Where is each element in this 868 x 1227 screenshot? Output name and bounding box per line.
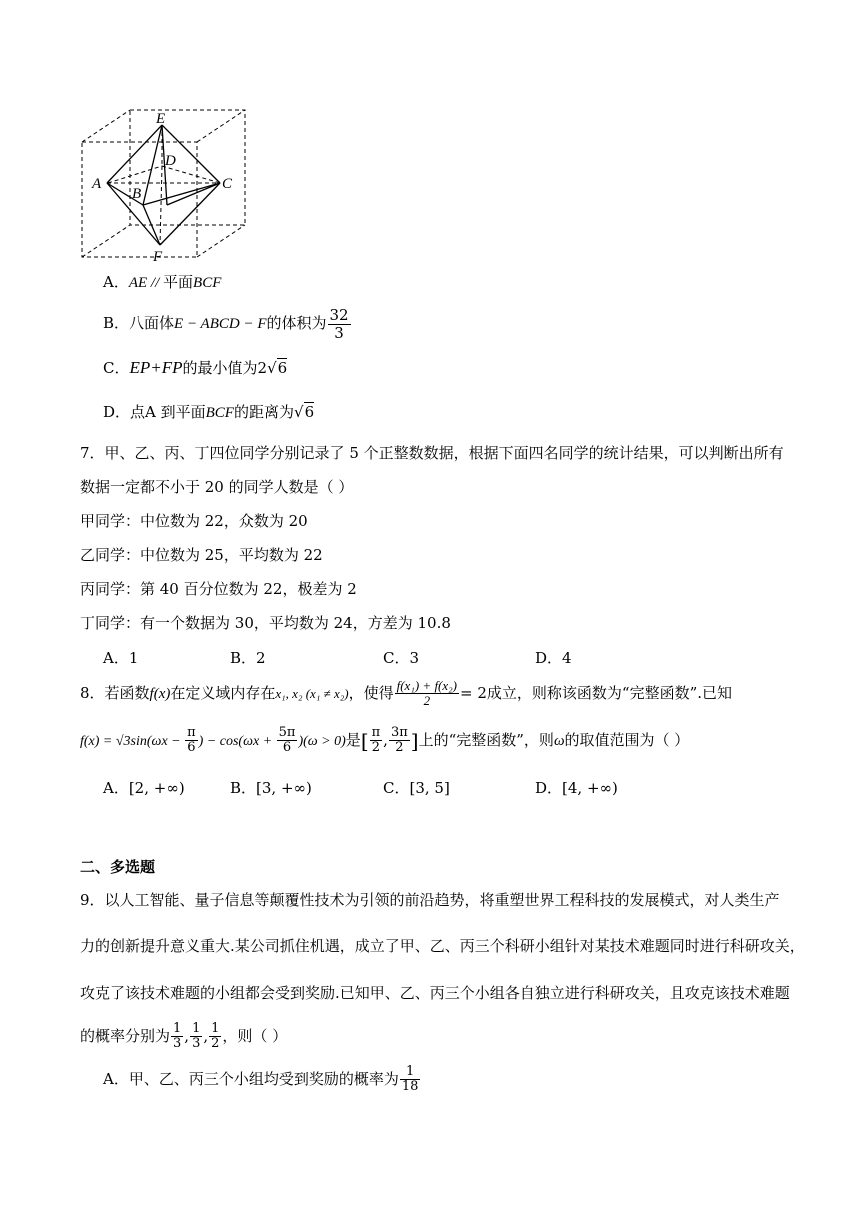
math-expr: f(x) = √3sin(ωx − <box>80 733 185 749</box>
q8-stem-line2 <box>80 726 689 756</box>
sqrt-sign: √ <box>267 359 277 377</box>
text: 的概率分别为 <box>80 1026 171 1045</box>
parallel-symbol: // <box>147 275 164 291</box>
denominator: 3 <box>334 323 344 342</box>
denominator: 18 <box>401 1079 419 1095</box>
q9-stem-line4 <box>80 1022 287 1052</box>
option-prefix: A． <box>103 273 129 291</box>
q9-option-a[interactable] <box>103 1065 421 1095</box>
fraction <box>370 726 383 756</box>
math-expr: ) − cos(ωx + <box>198 733 276 749</box>
numerator: 32 <box>329 306 349 324</box>
math-expr: ω <box>553 732 565 749</box>
math-expr: = 2 <box>460 683 487 702</box>
q9-stem-line1: 9．以人工智能、量子信息等颠覆性技术为引领的前沿趋势，将重塑世界工程科技的发展模式，对人类生产 <box>80 891 780 909</box>
fraction <box>209 1022 221 1052</box>
q8-option-a[interactable]: A．[2, +∞) <box>103 779 185 797</box>
math-expr: BCF <box>193 275 222 291</box>
text: 上的“完整函数”，则 <box>418 730 554 749</box>
q7-option-d[interactable]: D．4 <box>535 649 572 667</box>
fraction <box>328 307 351 341</box>
q7-yi: 乙同学：中位数为 25，平均数为 22 <box>80 546 323 564</box>
q6-option-b[interactable] <box>103 307 352 341</box>
denominator: 3 <box>173 1036 182 1052</box>
q6-option-c[interactable] <box>103 358 287 378</box>
bracket-left: [ <box>360 728 369 753</box>
numerator: 3π <box>390 725 408 740</box>
option-prefix: C． <box>103 359 130 377</box>
text: 在定义域内存在 <box>170 683 276 702</box>
math-expr: BCF <box>205 405 234 421</box>
q8-stem-line1 <box>80 679 732 709</box>
math-expr: x₁, x₂ (x₁ ≠ x₂) <box>275 685 349 701</box>
option-text: 平面 <box>163 273 194 291</box>
text: 是 <box>345 730 361 749</box>
label-A: A <box>92 176 102 192</box>
sqrt-sign: √ <box>294 403 304 421</box>
label-E: E <box>156 111 166 127</box>
numerator: 1 <box>192 1021 201 1036</box>
q6-option-a[interactable] <box>103 273 221 292</box>
q7-bing: 丙同学：第 40 百分位数为 22，极差为 2 <box>80 580 357 598</box>
q9-stem-line2: 力的创新提升意义重大.某公司抓住机遇，成立了甲、乙、丙三个科研小组针对某技术难题同时进行科研攻关， <box>80 937 805 955</box>
q7-jia: 甲同学：中位数为 22，众数为 20 <box>80 512 308 530</box>
text: ，则（ ） <box>222 1026 288 1045</box>
option-text: 的最小值为 <box>182 359 258 377</box>
numerator: 1 <box>173 1021 182 1036</box>
text: ，使得 <box>348 683 394 702</box>
option-prefix: B．八面体 <box>103 314 175 332</box>
q7-option-b[interactable]: B．2 <box>230 649 266 667</box>
math-expr: f(x) <box>149 685 171 702</box>
fraction <box>400 1065 421 1095</box>
q9-stem-line3: 攻克了该技术难题的小组都会受到奖励.已知甲、乙、丙三个小组各自独立进行科研攻关，且攻克该技术难题 <box>80 984 790 1002</box>
denominator: 3 <box>192 1036 201 1052</box>
q7-stem-line2: 数据一定都不小于 20 的同学人数是（ ） <box>80 478 354 496</box>
option-text: 的距离为 <box>233 403 294 421</box>
numerator: 1 <box>400 1065 421 1080</box>
text: 的取值范围为（ ） <box>564 730 690 749</box>
q7-ding: 丁同学：有一个数据为 30，平均数为 24，方差为 10.8 <box>80 614 451 632</box>
numerator: π <box>371 725 381 740</box>
text: 8．若函数 <box>80 683 150 702</box>
label-B: B <box>132 186 142 202</box>
label-C: C <box>222 176 233 192</box>
numerator: 1 <box>211 1021 220 1036</box>
numerator: 5π <box>278 725 296 740</box>
q7-option-c[interactable]: C．3 <box>383 649 420 667</box>
radicand: 6 <box>304 403 315 421</box>
label-D: D <box>165 153 176 169</box>
math-expr: AE <box>128 275 148 291</box>
q8-option-d[interactable]: D．[4, +∞) <box>535 779 618 797</box>
section-heading: 二、多选题 <box>80 858 156 876</box>
comma: , <box>383 730 388 749</box>
math-expr: )(ω > 0) <box>298 733 346 749</box>
text: 成立，则称该函数为“完整函数”.已知 <box>486 683 733 702</box>
q7-stem-line1: 7．甲、乙、丙、丁四位同学分别记录了 5 个正整数数据，根据下面四名同学的统计结果，可以判断出所有 <box>80 444 784 462</box>
denominator: 6 <box>187 740 196 756</box>
q8-option-c[interactable]: C．[3, 5] <box>383 779 450 797</box>
radicand: 6 <box>277 359 288 377</box>
denominator: 2 <box>211 1036 220 1052</box>
coefficient: 2 <box>257 359 268 377</box>
denominator: 2 <box>423 693 431 709</box>
fraction <box>171 1022 183 1052</box>
fraction <box>277 726 298 756</box>
denominator: 2 <box>371 740 381 756</box>
q7-option-a[interactable]: A．1 <box>103 649 139 667</box>
comma: , <box>184 1026 190 1045</box>
numerator: f(x₁) + f(x₂) <box>396 678 458 693</box>
fraction <box>389 726 410 756</box>
option-text: 的体积为 <box>266 314 327 332</box>
option-text: A．甲、乙、丙三个小组均受到奖励的概率为 <box>103 1069 399 1088</box>
label-F: F <box>153 249 163 265</box>
numerator: π <box>187 725 196 740</box>
fraction <box>190 1022 202 1052</box>
math-expr: EP+FP <box>129 358 183 377</box>
denominator: 6 <box>282 740 292 756</box>
q6-option-d[interactable] <box>103 403 314 422</box>
fraction <box>395 679 459 709</box>
denominator: 2 <box>395 740 404 756</box>
q8-option-b[interactable]: B．[3, +∞) <box>230 779 312 797</box>
option-prefix: D．点A 到平面 <box>103 403 206 421</box>
bracket-right: ] <box>410 728 419 753</box>
fraction <box>185 726 198 756</box>
comma: , <box>203 1026 209 1045</box>
octahedron-figure <box>75 105 255 265</box>
math-expr: E − ABCD − F <box>174 316 267 332</box>
